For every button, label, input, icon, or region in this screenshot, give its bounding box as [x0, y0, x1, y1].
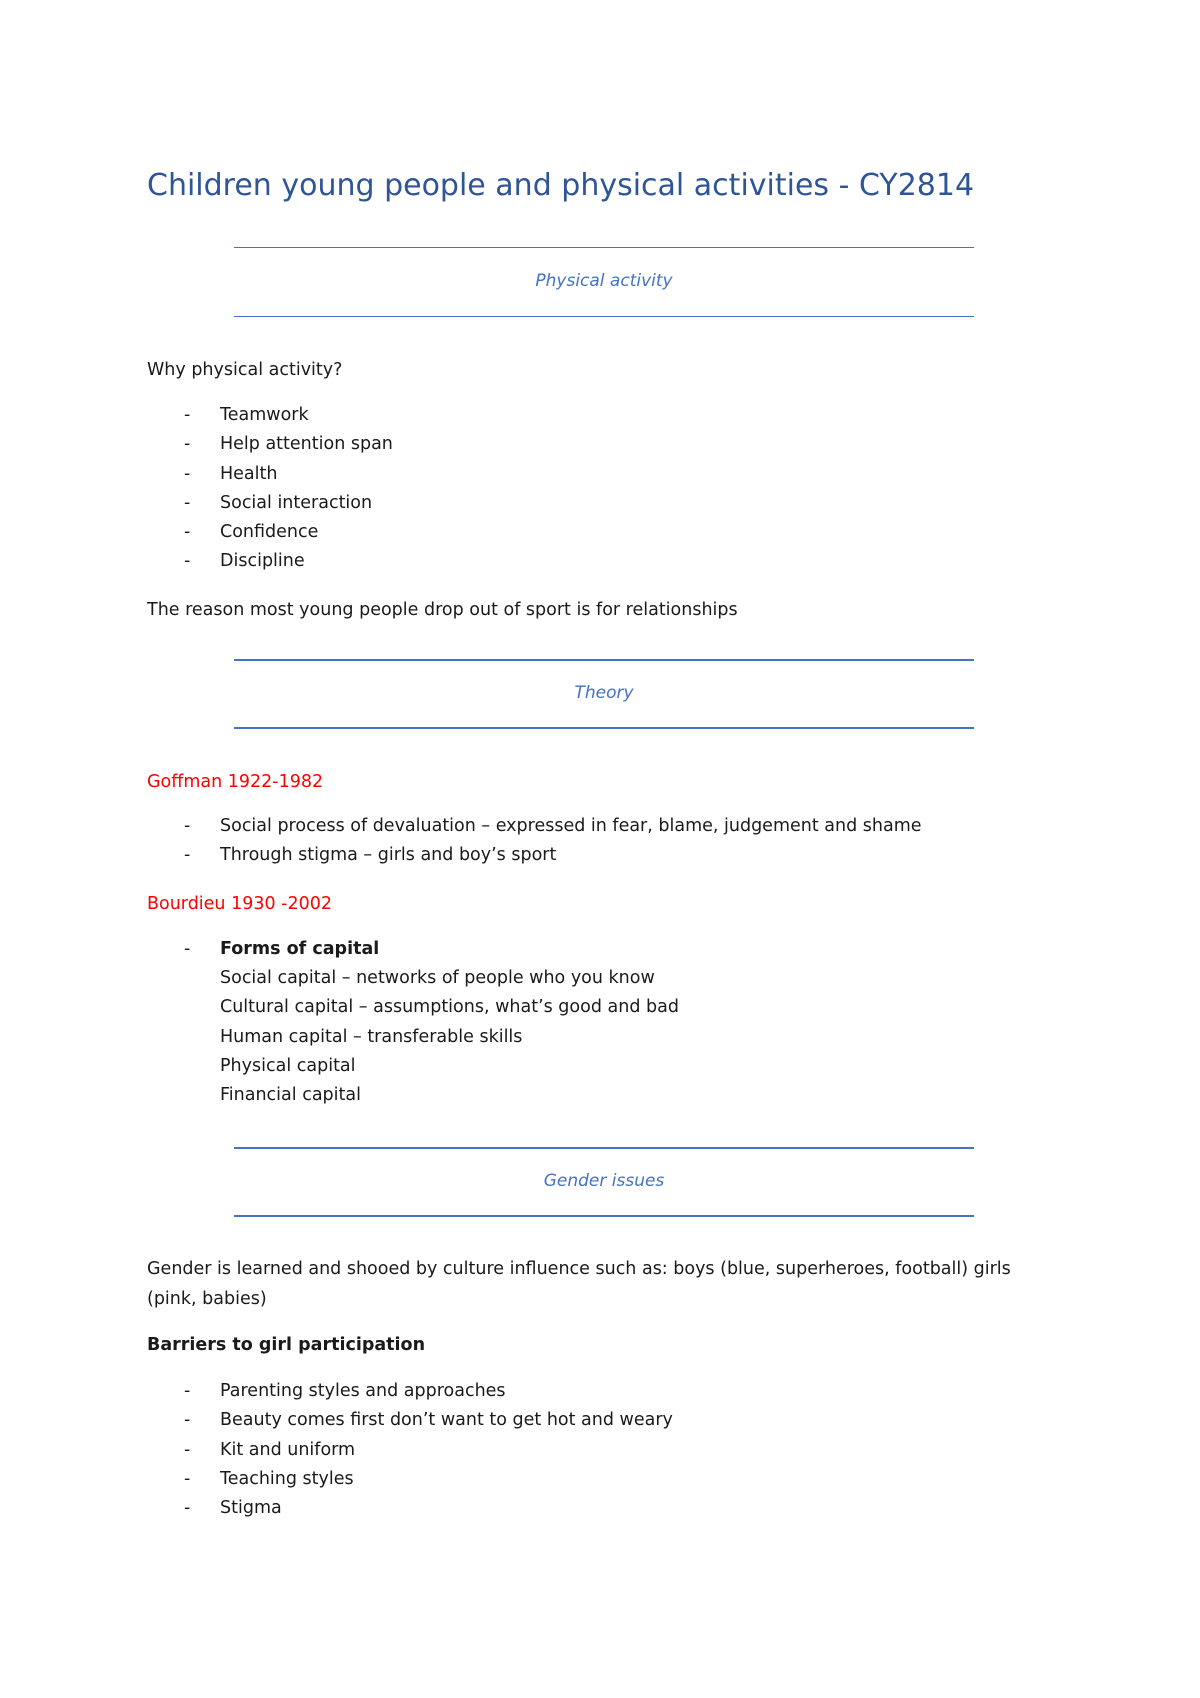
- list-item: Human capital – transferable skills: [220, 1026, 523, 1047]
- list-item: - Social process of devaluation – expressed in fear, blame, judgement and shame: [184, 816, 922, 836]
- dash-bullet: -: [184, 522, 191, 543]
- section-header-physical-activity: [234, 247, 974, 317]
- divider-line: [234, 316, 974, 317]
- gender-paragraph-line1: Gender is learned and shooed by culture influence such as: boys (blue, superheroes, football) girls: [147, 1259, 1011, 1279]
- dash-bullet: -: [184, 1468, 191, 1489]
- list-item: - Stigma: [184, 1498, 282, 1519]
- why-heading: Why physical activity?: [147, 360, 343, 380]
- dash-bullet: -: [184, 1498, 191, 1519]
- barriers-heading: Barriers to girl participation: [147, 1335, 426, 1355]
- dash-bullet: -: [184, 405, 191, 425]
- section-header-theory: [234, 659, 974, 729]
- list-item: - Forms of capital: [184, 939, 380, 959]
- capital-list: [220, 968, 679, 1114]
- dash-bullet: -: [184, 1439, 191, 1460]
- dash-bullet: -: [184, 434, 191, 455]
- dash-bullet: -: [184, 492, 191, 513]
- dash-bullet: -: [184, 1381, 191, 1401]
- document-title: Children young people and physical activities - CY2814: [147, 168, 975, 203]
- why-list: [147, 405, 393, 581]
- list-item: - Social interaction: [184, 492, 373, 513]
- list-item: Cultural capital – assumptions, what’s good and bad: [220, 997, 679, 1018]
- barriers-list: [147, 1381, 673, 1527]
- divider-line: [234, 1147, 974, 1149]
- list-item: - Beauty comes first don’t want to get hot and weary: [184, 1410, 673, 1431]
- list-item: Financial capital: [220, 1085, 361, 1106]
- dash-bullet: -: [184, 939, 191, 959]
- list-item: - Discipline: [184, 551, 305, 572]
- divider-line: [234, 727, 974, 729]
- goffman-heading: Goffman 1922-1982: [147, 772, 324, 792]
- list-item: - Kit and uniform: [184, 1439, 356, 1460]
- list-item: Physical capital: [220, 1055, 356, 1076]
- bourdieu-list: [147, 939, 379, 968]
- dash-bullet: -: [184, 463, 191, 484]
- list-item: - Health: [184, 463, 278, 484]
- divider-line: [234, 659, 974, 661]
- list-item: - Confidence: [184, 522, 319, 543]
- gender-paragraph-line2: (pink, babies): [147, 1289, 267, 1309]
- goffman-list: [147, 816, 922, 875]
- divider-line: [234, 247, 974, 248]
- list-item: Social capital – networks of people who you know: [220, 968, 655, 988]
- dash-bullet: -: [184, 551, 191, 572]
- dash-bullet: -: [184, 816, 191, 836]
- bourdieu-heading: Bourdieu 1930 -2002: [147, 894, 333, 914]
- section-title: Physical activity: [535, 271, 673, 291]
- list-item: - Teaching styles: [184, 1468, 354, 1489]
- list-item: - Help attention span: [184, 434, 393, 455]
- section-title: Theory: [574, 683, 634, 703]
- list-item: - Teamwork: [184, 405, 309, 425]
- divider-line: [234, 1215, 974, 1217]
- list-item: - Parenting styles and approaches: [184, 1381, 506, 1401]
- dropout-paragraph: The reason most young people drop out of sport is for relationships: [147, 600, 738, 620]
- list-item: - Through stigma – girls and boy’s sport: [184, 845, 557, 866]
- dash-bullet: -: [184, 1410, 191, 1431]
- section-header-gender-issues: [234, 1147, 974, 1217]
- section-title: Gender issues: [543, 1171, 665, 1191]
- dash-bullet: -: [184, 845, 191, 866]
